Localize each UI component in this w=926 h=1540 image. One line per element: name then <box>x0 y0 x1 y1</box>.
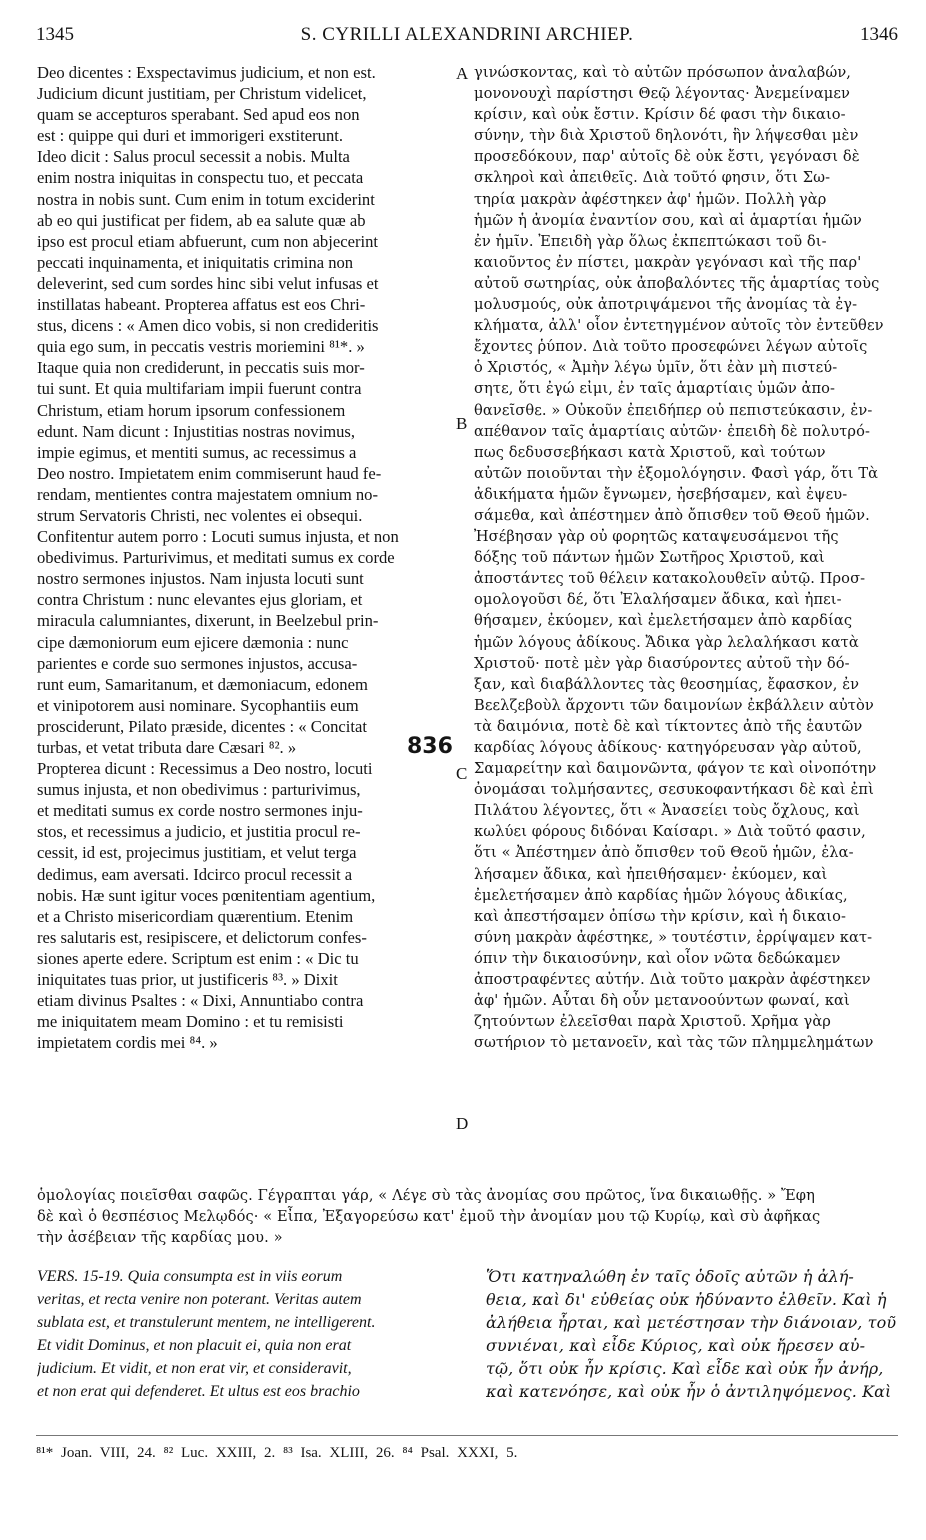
greek-line: θανεῖσθε. » Οὐκοῦν ἐπειδήπερ οὐ πεπιστεύκασιν, ἐν- <box>474 401 873 419</box>
greek-line: ἀποστάντες τοῦ θέλειν κατακολουθεῖν αὐτῷ. Προσ- <box>474 570 866 588</box>
latin-line: res salutaris est, resipiscere, et delictorum confes- <box>37 927 367 947</box>
latin-line: quia ego sum, in peccatis vestris moriemini ⁸¹*. » <box>37 337 365 357</box>
verse-latin-line: sublata est, et transtulerunt mentem, ne intelligerent. <box>37 1314 376 1331</box>
latin-column <box>37 62 457 1053</box>
latin-line: obedivimus. Parturivimus, et meditati sumus ex corde <box>37 548 395 568</box>
greek-line: ἀδικήματα ἡμῶν ἔγνωμεν, ἠσεβήσαμεν, καὶ ἐψευ- <box>474 485 848 503</box>
latin-line: nostra in nobis sunt. Cum enim in totum exciderint <box>37 189 375 209</box>
page-header <box>36 24 898 52</box>
latin-line: Propterea dicunt : Recessimus a Deo nostro, locuti <box>37 759 373 779</box>
latin-line: ab eo qui justificat per fidem, ab ea salute quæ ab <box>37 210 366 230</box>
latin-line: nostro sermones injustos. Nam injusta locuti sunt <box>37 569 364 589</box>
latin-line: rendam, mentientes contra majestatem omnium no- <box>37 484 378 504</box>
column-number-left: 1345 <box>36 24 74 45</box>
latin-line: Deo dicentes : Exspectavimus judicium, et non est. <box>37 63 376 82</box>
greek-line: Σαμαρείτην καὶ δαιμονῶντα, φάγον τε καὶ οἰνοπότην <box>474 760 877 778</box>
greek-line: θήσαμεν, ἐκύομεν, καὶ ἐμελετήσαμεν ἀπὸ καρδίας <box>474 612 853 630</box>
latin-line: sumus injusta, et non obedivimus : parturivimus, <box>37 780 361 800</box>
verse-latin-line: veritas, et recta venire non poterant. Veritas autem <box>37 1291 362 1308</box>
greek-full-line: ὁμολογίας ποιεῖσθαι σαφῶς. Γέγραπται γάρ, « Λέγε σὺ τὰς ἀνομίας σου πρῶτος, ἵνα δικαιωθῇς. » Ἔφη <box>37 1187 815 1204</box>
section-marker-c: C <box>456 764 468 783</box>
greek-line: κρίσιν, καὶ οὐκ ἔστιν. Κρίσιν δέ φασι τὴν δικαιο- <box>474 106 846 124</box>
latin-line: turbas, et vetat tributa dare Cæsari ⁸². » <box>37 738 297 757</box>
latin-line: etiam divinus Psaltes : « Dixi, Annuntiabo contra <box>37 991 364 1011</box>
greek-line: πως δεδυσσεβήκασι κατὰ Χριστοῦ, καὶ τούτων <box>474 443 826 461</box>
greek-line: ομολογοῦσι δέ, ὅτι Ἐλαλήσαμεν ἄδικα, καὶ ἠπει- <box>474 591 842 609</box>
latin-line: edunt. Nam dicunt : Injustitias nostras novimus, <box>37 421 356 441</box>
latin-line: et meditati sumus ex corde nostro sermones inju- <box>37 801 363 821</box>
latin-line: ipso est procul etiam abfuerunt, cum non abjecerint <box>37 231 378 251</box>
latin-line: siones aperte edere. Scriptum est enim : « Dic tu <box>37 948 359 968</box>
latin-line: contra Christum : nunc elevantes ejus gloriam, et <box>37 590 363 610</box>
greek-full-width-text <box>37 1185 899 1248</box>
verse-latin <box>37 1265 457 1403</box>
greek-line: ἔχοντες ῥύπον. Διὰ τοῦτο προσεφώνει λέγων αὐτοῖς <box>474 338 868 356</box>
latin-line: instillatas habeant. Propterea affatus est eos Chri- <box>37 295 366 315</box>
greek-line: σάμεθα, καὶ ἀπέστημεν ἀπὸ ὄπισθεν τοῦ Θεοῦ ἡμῶν. <box>474 506 870 524</box>
latin-line: Ideo dicit : Salus procul secessit a nobis. Multa <box>37 147 350 167</box>
greek-line: λήσαμεν ἄδικα, καὶ ἠπειθήσαμεν· ἐκύομεν, καὶ <box>474 865 828 883</box>
running-title: S. CYRILLI ALEXANDRINI ARCHIEP. <box>300 24 634 45</box>
latin-line: Itaque quia non crediderunt, in peccatis suis mor- <box>37 358 365 378</box>
greek-line: τηρία μακρὰν ἀφέστηκεν ἀφ' ἡμῶν. Πολλὴ γὰρ <box>474 190 827 208</box>
greek-line: ξαν, καὶ διαβάλλοντες τὰς θεοσημίας, ἔφασκον, ἐν <box>474 675 860 693</box>
greek-line: κλήματα, ἀλλ' οἷον ἐντετηγμένον αὐτοῖς τὸν ἐντεῦθεν <box>474 317 884 335</box>
greek-line: μολυσμούς, οὐκ ἀποτριψάμενοι τῆς ἀνομίας τὰ ἐγ- <box>474 296 858 314</box>
latin-line: stos, et recessimus a judicio, et justitia procul re- <box>37 822 361 842</box>
latin-line: Confitentur autem porro : Locuti sumus injusta, et non <box>37 527 399 547</box>
greek-line: ἀφ' ἡμῶν. Αὗται δὴ οὖν μετανοούντων φωναί, καὶ <box>474 992 850 1010</box>
latin-line: runt eum, Samaritanum, et dæmoniacum, edonem <box>37 674 368 694</box>
verse-greek-line: θεια, καὶ δι' εὐθείας οὐκ ἠδύναντο ἐλθεῖν. Καὶ ἡ <box>486 1290 887 1309</box>
latin-line: parientes e corde suo sermones injustos, accusa- <box>37 653 358 673</box>
verse-greek <box>486 1265 896 1403</box>
section-marker-b: B <box>456 414 468 433</box>
greek-line: ἐμελετήσαμεν ἀπὸ καρδίας ἡμῶν λόγους ἀδικίας, <box>474 886 848 904</box>
latin-line: dedimus, eam aversati. Idcirco procul recessit a <box>37 864 353 884</box>
greek-line: Βεελζεβοὺλ ἄρχοντι τῶν δαιμονίων ἐκβάλλειν αὐτὸν <box>474 696 874 714</box>
latin-line: strum Servatoris Christi, nec volentes ei obsequi. <box>37 505 363 525</box>
verse-latin-line: judicium. Et vidit, et non erat vir, et consideravit, <box>37 1360 352 1377</box>
greek-line: όπιν τὴν δικαιοσύνην, καὶ οἷον νῶτα δεδώκαμεν <box>474 949 841 967</box>
latin-line: cessit, id est, projecimus justitiam, et velut terga <box>37 843 357 863</box>
greek-line: σύνη μακρὰν ἀφέστηκε, » τουτέστιν, ἐρρίψαμεν κατ- <box>474 928 873 946</box>
verse-greek-line: Ὅτι κατηναλώθη ἐν ταῖς ὁδοῖς αὐτῶν ἡ ἀλή- <box>486 1267 854 1286</box>
verse-greek-line: ἀλήθεια ἦρται, καὶ μετέστησαν τὴν διάνοιαν, τοῦ <box>486 1313 896 1332</box>
greek-line: ὀνομάσαι τολμήσαντες, σεσυκοφαντήκασι δὲ καὶ ἐπὶ <box>474 781 874 799</box>
latin-line: impie egimus, et mentiti sumus, ac recessimus a <box>37 442 357 462</box>
latin-line: stus, dicens : « Amen dico vobis, si non credideritis <box>37 316 379 336</box>
greek-line: καρδίας λόγους ἀδίκους· κατηγόρευσαν γὰρ αὐτοῦ, <box>474 739 862 756</box>
greek-line: Χριστοῦ· ποτὲ μὲν γὰρ διασύροντες αὐτοῦ τὴν δό- <box>474 654 850 672</box>
footnotes: ⁸¹* Joan. VIII, 24. ⁸² Luc. XXIII, 2. ⁸³ Isa. XLIII, 26. ⁸⁴ Psal. XXXI, 5. <box>36 1445 518 1461</box>
section-marker-d: D <box>456 1114 469 1133</box>
greek-line: ἀποστραφέντες αὐτήν. Διὰ τοῦτο μακρὰν ἀφέστηκεν <box>474 971 871 989</box>
greek-line: δόξης τοῦ πάντων ἡμῶν Σωτῆρος Χριστοῦ, καὶ <box>474 549 825 567</box>
greek-line: Ἠσέβησαν γὰρ οὐ φορητῶς καταψευσάμενοι τῆς <box>474 528 839 546</box>
latin-line: impietatem cordis mei ⁸⁴. » <box>37 1033 218 1053</box>
latin-line: iniquitates tuas prior, ut justificeris ⁸³. » Dixit <box>37 970 338 990</box>
latin-line: prosciderunt, Pilato præside, dicentes : « Concitat <box>37 716 367 736</box>
greek-line: γινώσκοντας, καὶ τὸ αὐτῶν πρόσωπον ἀναλαβών, <box>474 64 852 81</box>
greek-line: καιοῦντος ἐν πίστει, μακρὰν γεγόνασι καὶ τῆς παρ' <box>474 253 862 271</box>
latin-line: peccati inquinamenta, et iniquitatis crimina non <box>37 252 354 272</box>
greek-line: καὶ ἀπεστήσαμεν ὀπίσω τὴν κρίσιν, καὶ ἡ δικαιο- <box>474 907 847 925</box>
greek-line: απέθανον ταῖς ἁμαρτίαις αὐτῶν· ἐπειδὴ δὲ πολυτρό- <box>474 422 870 440</box>
latin-line: Christum, etiam horum ipsorum confessionem <box>37 400 346 420</box>
latin-line: deleverint, sed cum sordes hinc sibi velut infusas et <box>37 273 379 293</box>
latin-line: est : quippe qui duri et immorigeri exstiterunt. <box>37 126 344 146</box>
verse-latin-line: et non erat qui defenderet. Et ultus est eos brachio <box>37 1383 360 1400</box>
greek-line: σωτήριον τὸ μετανοεῖν, καὶ τὰς τῶν πλημμελημάτων <box>474 1034 874 1052</box>
greek-line: σητε, ὅτι ἐγώ εἰμι, ἐν ταῖς ἁμαρτίαις ὑμῶν ἀπο- <box>474 380 836 398</box>
greek-full-line: δὲ καὶ ὁ θεσπέσιος Μελῳδός· « Εἶπα, Ἐξαγορεύσω κατ' ἐμοῦ τὴν ἀνομίαν μου τῷ Κυρίῳ, καὶ σὺ ἀφῆκας <box>37 1208 821 1226</box>
greek-line: αὐτοῦ σωτηρίας, οὐκ ἀποβαλόντες τῆς ἁμαρτίας τοὺς <box>474 274 880 292</box>
greek-line: ὅτι « Ἀπέστημεν ἀπὸ ὄπισθεν τοῦ Θεοῦ ἡμῶν, ἐλα- <box>474 844 854 862</box>
latin-line: Deo nostro. Impietatem enim commiserunt haud fe- <box>37 463 382 483</box>
latin-line: et a Christo misericordiam quærentium. Etenim <box>37 906 354 926</box>
greek-line: σκληροὶ καὶ ἀπειθεῖς. Διὰ τοῦτό φησιν, ὅτι Σω- <box>474 169 831 187</box>
latin-line: enim nostra iniquitas in conspectu tuo, et peccata <box>37 168 364 188</box>
greek-full-line: τὴν ἀσέβειαν τῆς καρδίας μου. » <box>37 1229 283 1247</box>
verse-latin-line: VERS. 15-19. Quia consumpta est in viis eorum <box>37 1268 343 1285</box>
greek-line: Πιλάτου λέγοντες, ὅτι « Ἀνασείει τοὺς ὄχλους, καὶ <box>474 802 860 820</box>
greek-line: ἐν ἡμῖν. Ἐπειδὴ γὰρ ὅλως ἐκπεπτώκασι τοῦ δι- <box>474 232 827 250</box>
edition-page-number: 836 <box>407 734 453 759</box>
latin-line: Judicium dicunt justitiam, per Christum videlicet, <box>37 84 367 104</box>
greek-line: κωλύει φόρους διδόναι Καίσαρι. » Διὰ τοῦτό φασιν, <box>474 823 866 841</box>
greek-line: ζητούντων ἐλεεῖσθαι παρὰ Χριστοῦ. Χρῆμα γὰρ <box>474 1013 831 1031</box>
latin-line: quam se accepturos sperabant. Sed apud eos non <box>37 105 360 125</box>
latin-line: nobis. Hæ sunt igitur voces pœnitentiam agentium, <box>37 885 376 905</box>
column-number-right: 1346 <box>860 24 898 45</box>
greek-line: μονονουχὶ παρίστησι Θεῷ λέγοντας· Ἀνεμείναμεν <box>474 85 851 103</box>
greek-line: τὰ δαιμόνια, ποτὲ δὲ καὶ τίκτοντες ἀπὸ τῆς ἑαυτῶν <box>474 717 863 735</box>
latin-line: me iniquitatem meam Domino : et tu remisisti <box>37 1012 344 1032</box>
greek-line: αὐτῶν ποιοῦνται τὴν ἐξομολόγησιν. Φασὶ γάρ, ὅτι Τὰ <box>474 464 879 482</box>
greek-line: ὁ Χριστός, « Ἀμὴν λέγω ὑμῖν, ὅτι ἐὰν μὴ πιστεύ- <box>474 359 838 377</box>
latin-line: et vinipotorem ausi nominare. Sycophantiis eum <box>37 695 359 715</box>
greek-line: προσεδόκουν, παρ' αὐτοῖς δὲ οὐκ ἔστι, γεγόνασι δὲ <box>474 148 860 166</box>
verse-greek-line: συνιέναι, καὶ εἶδε Κύριος, καὶ οὐκ ἤρεσεν αὐ- <box>486 1336 866 1355</box>
section-marker-a: A <box>456 64 469 83</box>
greek-column <box>474 62 894 1053</box>
verse-greek-line: τῷ, ὅτι οὐκ ἦν κρίσις. Καὶ εἶδε καὶ οὐκ ἦν ἀνήρ, <box>486 1359 884 1378</box>
verse-greek-line: καὶ κατενόησε, καὶ οὐκ ἦν ὁ ἀντιληψόμενος. Καὶ <box>486 1382 892 1401</box>
latin-line: cipe dæmoniorum eum ejicere dæmonia : nunc <box>37 632 349 652</box>
greek-line: σύνην, τὴν διὰ Χριστοῦ δηλονότι, ἣν λήψεσθαι μὲν <box>474 127 859 145</box>
footnote-rule <box>36 1435 898 1436</box>
verse-latin-line: Et vidit Dominus, et non placuit ei, quia non erat <box>37 1337 352 1354</box>
greek-line: ἡμῶν ἡ ἀνομία ἐναντίον σου, καὶ αἱ ἁμαρτίαι ἡμῶν <box>474 211 862 229</box>
latin-line: tui sunt. Et quia multifariam impii fuerunt contra <box>37 379 362 399</box>
greek-line: ἡμῶν λόγους ἀδίκους. Ἄδικα γὰρ λελαλήκασι κατὰ <box>474 633 859 651</box>
latin-line: miracula calumniantes, dixerunt, in Beelzebul prin- <box>37 611 379 631</box>
